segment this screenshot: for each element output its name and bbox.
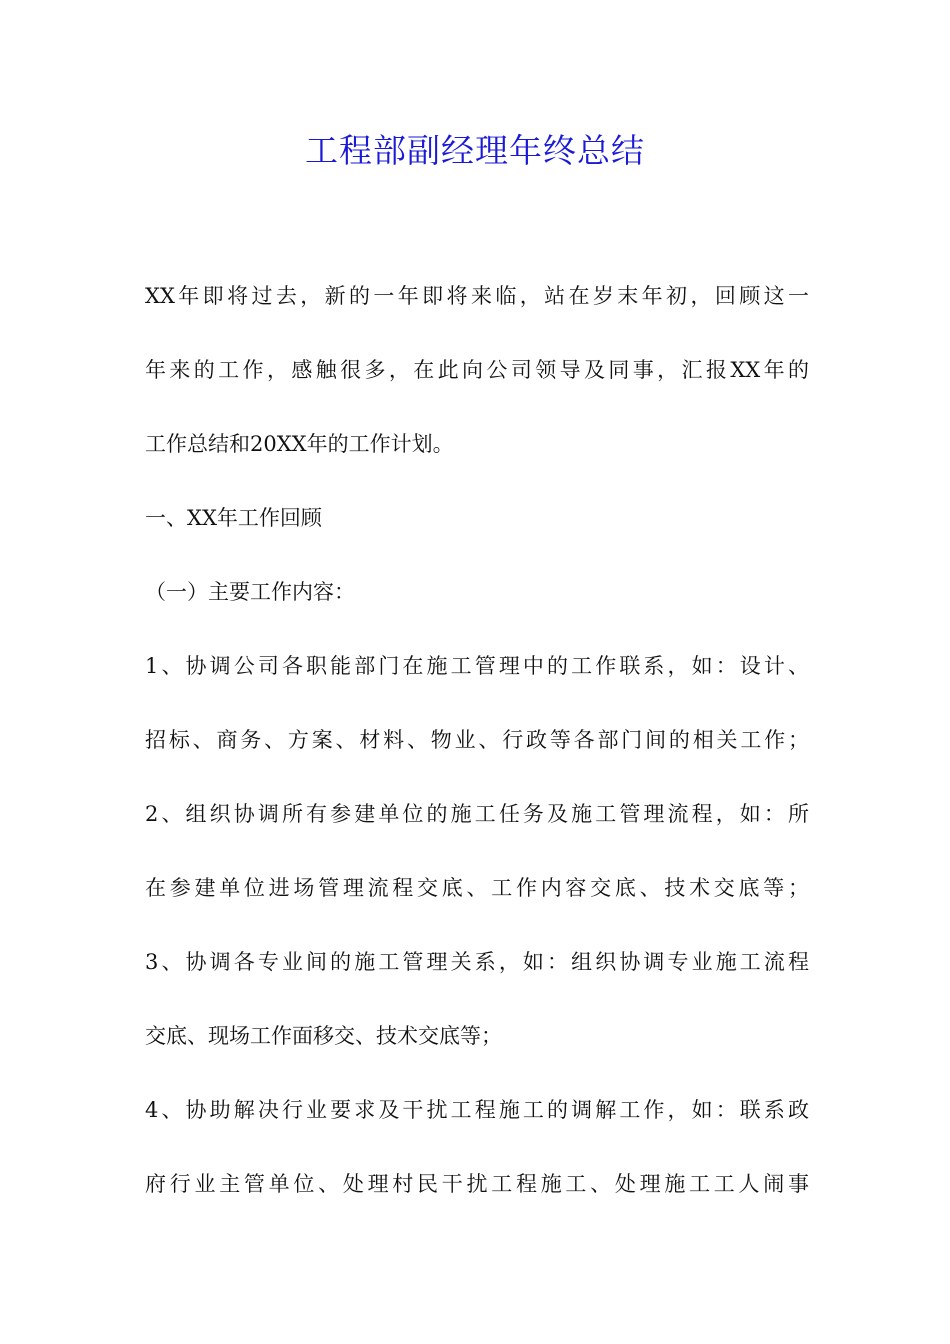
list-item: 2、组织协调所有参建单位的施工任务及施工管理流程，如：所	[145, 802, 809, 826]
list-item: 1、协调公司各职能部门在施工管理中的工作联系，如：设计、	[145, 654, 809, 678]
body-line: 在参建单位进场管理流程交底、工作内容交底、技术交底等；	[145, 876, 809, 900]
document-title: 工程部副经理年终总结	[305, 131, 645, 170]
document-body	[145, 259, 809, 1221]
body-line: 年来的工作，感触很多，在此向公司领导及同事，汇报XX年的	[145, 358, 809, 382]
subsection-heading: （一）主要工作内容：	[145, 580, 355, 604]
body-line: XX年即将过去，新的一年即将来临，站在岁末年初，回顾这一	[145, 284, 809, 308]
body-line: 招标、商务、方案、材料、物业、行政等各部门间的相关工作；	[145, 728, 809, 752]
list-item: 4、协助解决行业要求及干扰工程施工的调解工作，如：联系政	[145, 1098, 809, 1122]
body-line: 工作总结和20XX年的工作计划。	[145, 432, 454, 456]
body-line: 交底、现场工作面移交、技术交底等；	[145, 1024, 502, 1048]
body-line: 府行业主管单位、处理村民干扰工程施工、处理施工工人闹事	[145, 1172, 809, 1196]
section-heading: 一、XX年工作回顾	[145, 506, 322, 530]
list-item: 3、协调各专业间的施工管理关系，如：组织协调专业施工流程	[145, 950, 809, 974]
